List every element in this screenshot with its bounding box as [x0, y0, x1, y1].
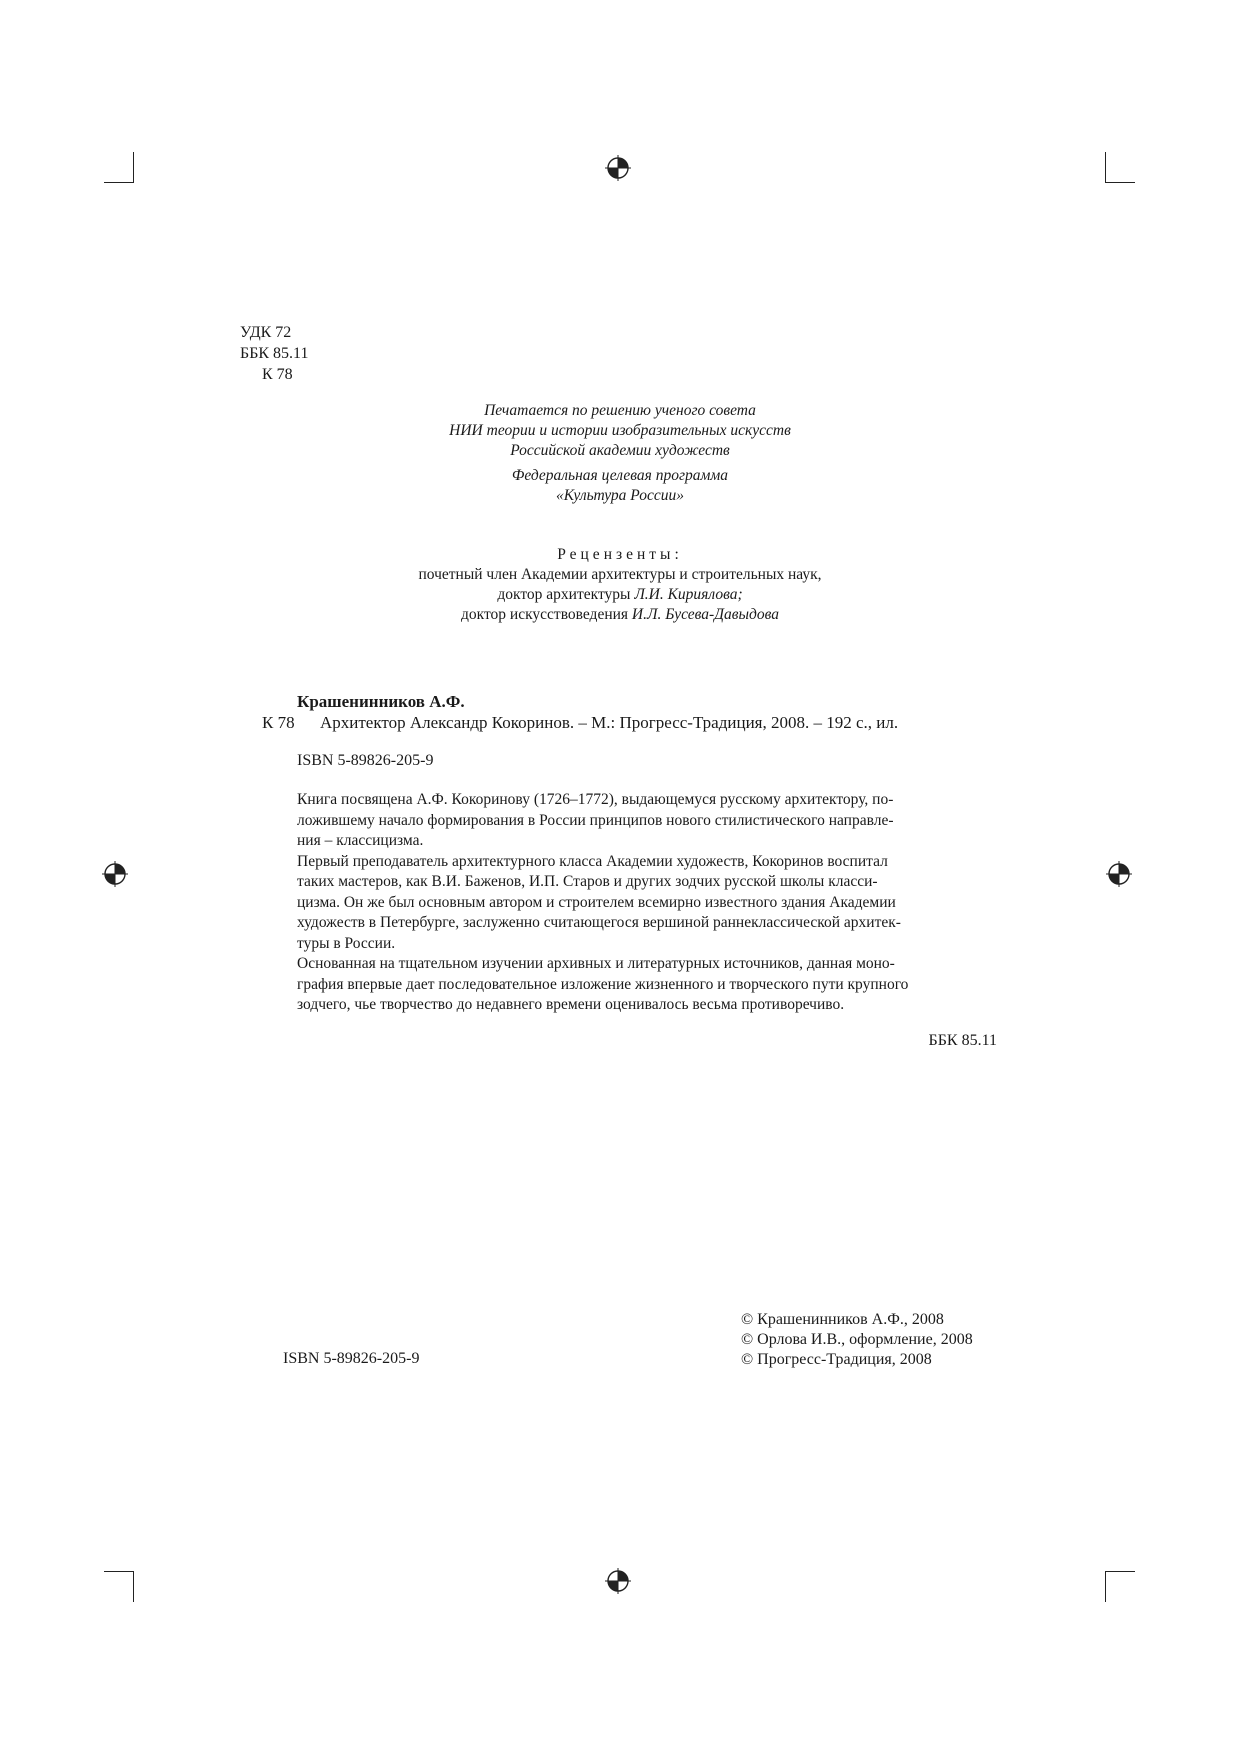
crop-mark-top-left-horizontal: [104, 182, 134, 183]
reviewer-name: Л.И. Кириялова;: [634, 586, 743, 603]
book-title-line: Архитектор Александр Кокоринов. – М.: Прогресс-Традиция, 2008. – 192 с., ил.: [320, 713, 899, 732]
author-sign: К 78: [262, 713, 295, 732]
bbk-index: ББК 85.11: [928, 1032, 997, 1049]
reviewer-line: [300, 585, 940, 605]
crop-mark-top-right-horizontal: [1105, 182, 1135, 183]
program-line: «Культура России»: [556, 487, 684, 504]
author-sign: К 78: [262, 366, 293, 383]
reviewers-heading: Рецензенты:: [557, 546, 683, 563]
crop-mark-top-left-vertical: [133, 152, 134, 183]
approval-line: Печатается по решению ученого совета: [484, 402, 756, 419]
annotation-line: графия впервые дает последовательное изложение жизненного и творческого пути крупного: [297, 975, 909, 993]
annotation-line: ложившему начало формирования в России принципов нового стилистического направле-: [297, 811, 894, 829]
bbk-code: ББК 85.11: [240, 345, 309, 362]
program-line: Федеральная целевая программа: [511, 467, 729, 484]
crop-mark-bottom-left-horizontal: [104, 1571, 134, 1572]
classification-codes: [240, 322, 308, 385]
registration-mark-icon: [605, 155, 631, 181]
registration-mark-icon: [605, 1568, 631, 1594]
isbn-bottom: ISBN 5-89826-205-9: [283, 1350, 420, 1367]
annotation-line: зодчего, чье творчество до недавнего времени оценивалось весьма противоречиво.: [297, 996, 845, 1013]
annotation-line: Основанная на тщательном изучении архивных и литературных источников, данная моно-: [297, 955, 895, 972]
annotation: [297, 790, 997, 1016]
reviewers-block: [300, 545, 940, 625]
annotation-line: туры в России.: [297, 934, 396, 952]
reviewer-title: доктор архитектуры: [497, 586, 635, 603]
annotation-line: таких мастеров, как В.И. Баженов, И.П. Старов и других зодчих русской школы класси-: [297, 873, 878, 890]
crop-mark-top-right-vertical: [1105, 152, 1106, 183]
book-author: Крашенинников А.Ф.: [297, 692, 465, 711]
reviewer-title: доктор искусствоведения: [461, 606, 632, 623]
reviewer-name: И.Л. Бусева-Давыдова: [631, 606, 779, 623]
approval-line: НИИ теории и истории изобразительных искусств: [449, 422, 791, 439]
annotation-line: цизма. Он же был основным автором и строителем всемирно известного здания Академии: [297, 893, 896, 911]
reviewer-line: [300, 605, 940, 625]
registration-mark-icon: [102, 861, 128, 887]
reviewer-line: почетный член Академии архитектуры и строительных наук,: [418, 566, 822, 583]
crop-mark-bottom-right-horizontal: [1105, 1571, 1135, 1572]
bibliographic-title-row: [262, 713, 898, 733]
registration-mark-icon: [1106, 861, 1132, 887]
copyright-block: [741, 1310, 973, 1370]
crop-mark-bottom-right-vertical: [1105, 1571, 1106, 1602]
annotation-line: ния – классицизма.: [297, 832, 424, 849]
copyright-line: © Прогресс-Традиция, 2008: [741, 1351, 932, 1368]
approval-note: [300, 401, 940, 506]
udk-code: УДК 72: [240, 324, 292, 341]
annotation-line: Книга посвящена А.Ф. Кокоринову (1726–1772), выдающемуся русскому архитектору, по-: [297, 791, 894, 808]
approval-line: Российской академии художеств: [510, 442, 730, 459]
annotation-line: Первый преподаватель архитектурного класса Академии художеств, Кокоринов воспитал: [297, 852, 888, 870]
copyright-line: © Крашенинников А.Ф., 2008: [741, 1311, 944, 1328]
annotation-line: художеств в Петербурге, заслуженно считающегося вершиной раннеклассической архитек-: [297, 914, 901, 931]
isbn: ISBN 5-89826-205-9: [297, 752, 434, 769]
crop-mark-bottom-left-vertical: [133, 1571, 134, 1602]
copyright-line: © Орлова И.В., оформление, 2008: [741, 1331, 973, 1348]
